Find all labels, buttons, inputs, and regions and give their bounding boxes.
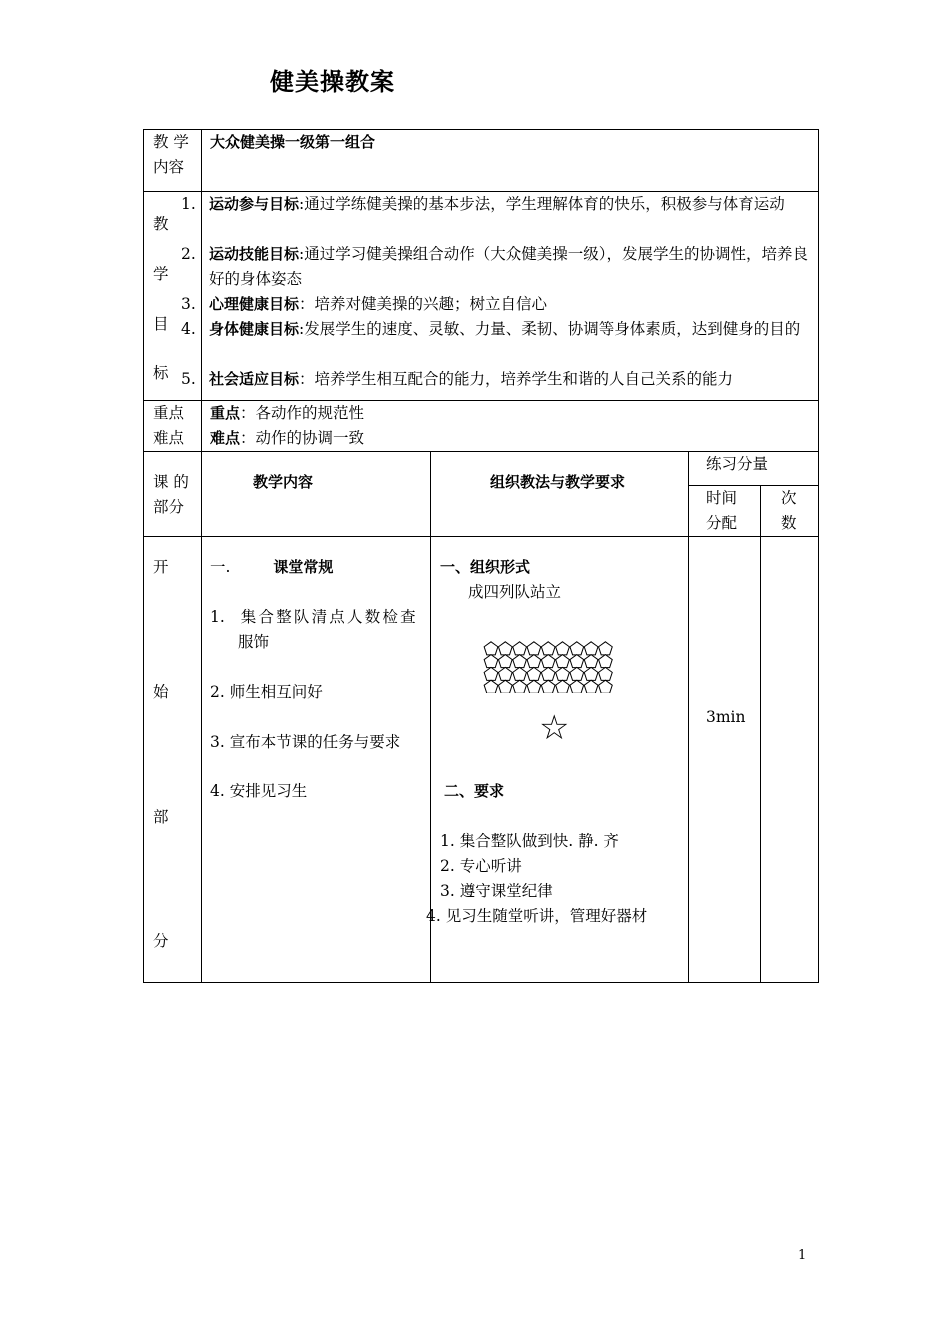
part-header: 课 的 部分 — [153, 473, 189, 516]
student-pentagon-icon — [541, 642, 555, 655]
practice-header: 练习分量 — [706, 455, 769, 473]
student-pentagon-icon — [599, 655, 613, 668]
formation-diagram — [483, 641, 615, 693]
student-pentagon-icon — [513, 642, 527, 655]
student-pentagon-icon — [541, 680, 555, 693]
document-title: 健美操教案 — [270, 68, 395, 96]
student-pentagon-icon — [513, 680, 527, 693]
count-header: 次 数 — [781, 489, 797, 532]
req-heading: 二、要求 — [444, 782, 505, 800]
student-pentagon-icon — [584, 680, 598, 693]
student-pentagon-icon — [484, 642, 498, 655]
content-header: 教学内容 — [253, 473, 314, 491]
student-pentagon-icon — [556, 680, 570, 693]
student-pentagon-icon — [541, 667, 555, 680]
student-pentagon-icon — [527, 655, 541, 668]
student-pentagon-icon — [599, 680, 613, 693]
student-pentagon-icon — [556, 642, 570, 655]
goal-item: 4. 身体健康目标:发展学生的速度、灵敏、力量、柔韧、协调等身体素质，达到健身的目的 — [181, 320, 801, 338]
student-pentagon-icon — [584, 642, 598, 655]
student-pentagon-icon — [556, 667, 570, 680]
page-number: 1 — [798, 1248, 807, 1263]
student-pentagon-icon — [599, 642, 613, 655]
student-pentagon-icon — [513, 667, 527, 680]
student-pentagon-icon — [498, 667, 512, 680]
student-pentagon-icon — [584, 667, 598, 680]
org-text: 成四列队站立 — [468, 583, 562, 601]
req-item: 4. 见习生随堂听讲，管理好器材 — [426, 907, 648, 925]
student-pentagon-icon — [484, 680, 498, 693]
goal-item: 5. 社会适应目标：培养学生相互配合的能力，培养学生和谐的人自己关系的能力 — [181, 370, 734, 388]
student-pentagon-icon — [570, 667, 584, 680]
key-point: 重点：各动作的规范性 — [210, 404, 365, 422]
goal-item: 1. 运动参与目标:通过学练健美操的基本步法，学生理解体育的快乐，积极参与体育运动 — [181, 195, 785, 213]
student-pentagon-icon — [498, 655, 512, 668]
req-item: 3. 遵守课堂纪律 — [440, 882, 553, 900]
teacher-star-icon: ☆ — [539, 708, 570, 748]
student-pentagon-icon — [556, 655, 570, 668]
student-pentagon-icon — [484, 655, 498, 668]
content-item: 1. 集合整队清点人数检查 服饰 — [210, 608, 418, 651]
student-pentagon-icon — [570, 642, 584, 655]
student-pentagon-icon — [498, 642, 512, 655]
time-allocation: 3min — [706, 708, 746, 726]
student-pentagon-icon — [527, 680, 541, 693]
student-pentagon-icon — [570, 655, 584, 668]
student-pentagon-icon — [584, 655, 598, 668]
student-pentagon-icon — [541, 655, 555, 668]
focus-label: 重点 难点 — [153, 404, 185, 447]
difficulty: 难点：动作的协调一致 — [210, 429, 365, 447]
goal-item: 2. 运动技能目标:通过学习健美操组合动作（大众健美操一级），发展学生的协调性，培养良好的身体姿态 — [181, 245, 809, 288]
time-header: 时间 分配 — [706, 489, 738, 532]
content-value: 大众健美操一级第一组合 — [210, 133, 376, 151]
req-item: 2. 专心听讲 — [440, 857, 522, 875]
student-pentagon-icon — [513, 655, 527, 668]
content-item: 2. 师生相互问好 — [210, 683, 323, 701]
student-pentagon-icon — [527, 642, 541, 655]
student-pentagon-icon — [527, 667, 541, 680]
content-heading: 一. 课堂常规 — [210, 558, 334, 576]
student-pentagon-icon — [498, 680, 512, 693]
student-pentagon-icon — [599, 667, 613, 680]
goal-item: 3. 心理健康目标：培养对健美操的兴趣；树立自信心 — [181, 295, 548, 313]
req-item: 1. 集合整队做到快. 静. 齐 — [440, 832, 619, 850]
student-pentagon-icon — [484, 667, 498, 680]
student-pentagon-icon — [570, 680, 584, 693]
lesson-plan-table: 教 学 内容 大众健美操一级第一组合 教 学 目 标 1. 运动参与目标:通过学练健美操的基本步法，学生理解体育的快乐，积极参与体育运动 2. 运动技能目标:通过学习健美操组合动作（大众健美操一级），发展学生的协调性，培养良好的身体姿态 3. 心理健康目标：培养对健美操的兴趣；树立自信心 4. 身体健康目标:发展学生的速度、灵敏、力量、柔韧、协调等身体素质，达到健身的目的 5. 社会适应目标：培养学生相互配合的能力，培养学生和谐的人自己关系的能力 重点 难点 重点：各动作的规范性 难点：动作的协调一致 课 的 部分 教学内容 组织教法与教学要求 练习分量 时间 分配 次 数 开 始 部 分 一. 课堂常规 1. 集合整队清点人数检查 服饰 2. 师生相互问好 3. 宣布本节课的任务与要求 4. 安排见习生 一、组织形式 成四列队站立 ☆ 二、要求 1. 集合整队做到快. 静. 齐 2. 专心听讲 3. 遵守课堂纪律 4. 见习生随堂听讲，管理好器材 3min — [143, 129, 819, 983]
method-header: 组织教法与教学要求 — [490, 473, 626, 491]
content-item: 3. 宣布本节课的任务与要求 — [210, 733, 401, 751]
org-heading: 一、组织形式 — [440, 558, 531, 576]
content-label: 教 学 内容 — [153, 133, 189, 176]
content-item: 4. 安排见习生 — [210, 782, 308, 800]
